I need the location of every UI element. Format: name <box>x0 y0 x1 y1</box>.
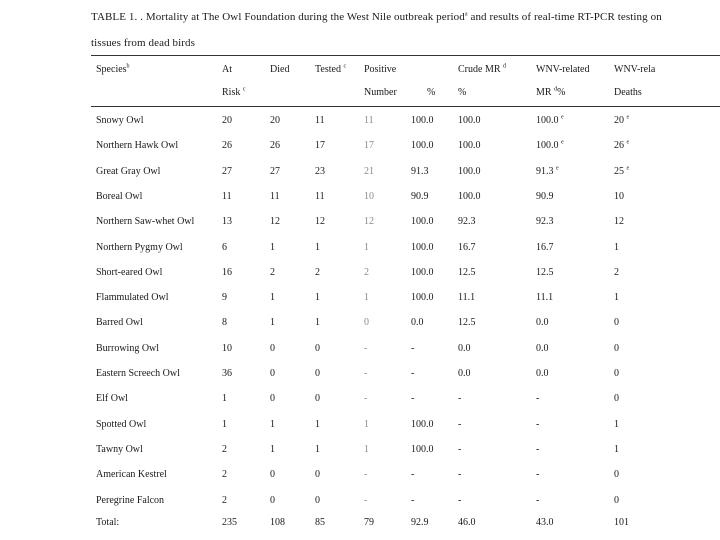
header-tested: Tested $^c$ <box>315 63 347 75</box>
header-crude-mr-percent: % <box>458 87 467 98</box>
cell-at-risk: 2 <box>222 495 227 506</box>
cell-died: 1 <box>270 419 275 430</box>
cell-species: Elf Owl <box>96 393 128 404</box>
cell-wnv-mr: 0.0 <box>536 368 549 379</box>
cell-wnv-mr: 100.0 $^e$ <box>536 114 564 126</box>
cell-wnv-deaths: 2 <box>614 267 619 278</box>
cell-died: 0 <box>270 495 275 506</box>
cell-crude-mr: - <box>458 444 462 455</box>
total-wnv-mr: 43.0 <box>536 517 554 528</box>
cell-positive-percent: 91.3 <box>411 166 429 177</box>
cell-positive-number: 10 <box>364 191 374 202</box>
cell-species: Snowy Owl <box>96 115 144 126</box>
cell-positive-percent: 0.0 <box>411 317 424 328</box>
cell-wnv-mr: 12.5 <box>536 267 554 278</box>
total-label: Total: <box>96 517 120 528</box>
cell-species: Tawny Owl <box>96 444 143 455</box>
cell-crude-mr: 100.0 <box>458 140 481 151</box>
cell-positive-number: - <box>364 495 368 506</box>
cell-tested: 0 <box>315 393 320 404</box>
cell-tested: 0 <box>315 368 320 379</box>
cell-tested: 17 <box>315 140 325 151</box>
cell-wnv-deaths: 26 $^e$ <box>614 139 630 151</box>
total-tested: 85 <box>315 517 325 528</box>
cell-species: American Kestrel <box>96 469 167 480</box>
cell-wnv-deaths: 0 <box>614 317 619 328</box>
cell-crude-mr: 12.5 <box>458 267 476 278</box>
cell-positive-percent: 90.9 <box>411 191 429 202</box>
cell-at-risk: 10 <box>222 343 232 354</box>
cell-died: 26 <box>270 140 280 151</box>
cell-wnv-mr: - <box>536 495 540 506</box>
cell-tested: 2 <box>315 267 320 278</box>
cell-at-risk: 20 <box>222 115 232 126</box>
cell-crude-mr: 92.3 <box>458 216 476 227</box>
total-at-risk: 235 <box>222 517 237 528</box>
cell-tested: 1 <box>315 419 320 430</box>
cell-at-risk: 6 <box>222 242 227 253</box>
cell-died: 20 <box>270 115 280 126</box>
cell-species: Northern Saw-whet Owl <box>96 216 195 227</box>
cell-positive-number: 21 <box>364 166 374 177</box>
cell-wnv-deaths: 1 <box>614 242 619 253</box>
cell-positive-percent: 100.0 <box>411 242 434 253</box>
cell-wnv-mr: 100.0 $^e$ <box>536 139 564 151</box>
cell-species: Burrowing Owl <box>96 343 160 354</box>
cell-wnv-mr: 91.3 $^e$ <box>536 165 559 177</box>
cell-tested: 1 <box>315 317 320 328</box>
cell-died: 0 <box>270 368 275 379</box>
cell-tested: 0 <box>315 495 320 506</box>
cell-crude-mr: 11.1 <box>458 292 476 303</box>
header-positive: Positive <box>364 64 397 75</box>
cell-at-risk: 1 <box>222 419 227 430</box>
cell-at-risk: 13 <box>222 216 232 227</box>
cell-positive-number: - <box>364 343 368 354</box>
cell-positive-number: 1 <box>364 444 369 455</box>
cell-positive-number: 11 <box>364 115 374 126</box>
cell-positive-number: 1 <box>364 242 369 253</box>
total-positive-percent: 92.9 <box>411 517 429 528</box>
cell-tested: 12 <box>315 216 325 227</box>
cell-tested: 1 <box>315 292 320 303</box>
cell-positive-number: - <box>364 469 368 480</box>
cell-at-risk: 16 <box>222 267 232 278</box>
cell-tested: 0 <box>315 469 320 480</box>
cell-crude-mr: 12.5 <box>458 317 476 328</box>
header-number: Number <box>364 87 397 98</box>
cell-positive-percent: 100.0 <box>411 140 434 151</box>
cell-at-risk: 26 <box>222 140 232 151</box>
cell-species: Barred Owl <box>96 317 143 328</box>
total-crude-mr: 46.0 <box>458 517 476 528</box>
cell-tested: 1 <box>315 242 320 253</box>
header-risk: Risk $^c$ <box>222 86 246 98</box>
cell-crude-mr: 100.0 <box>458 166 481 177</box>
cell-crude-mr: 0.0 <box>458 368 471 379</box>
cell-positive-percent: 100.0 <box>411 267 434 278</box>
cell-wnv-mr: 0.0 <box>536 317 549 328</box>
cell-crude-mr: - <box>458 393 462 404</box>
cell-tested: 23 <box>315 166 325 177</box>
cell-wnv-deaths: 0 <box>614 495 619 506</box>
cell-positive-percent: 100.0 <box>411 216 434 227</box>
header-died: Died <box>270 64 290 75</box>
cell-wnv-deaths: 0 <box>614 393 619 404</box>
header-at: At <box>222 64 232 75</box>
header-species: Species$^b$ <box>96 63 130 75</box>
cell-wnv-mr: 11.1 <box>536 292 554 303</box>
header-deaths: Deaths <box>614 87 642 98</box>
cell-wnv-deaths: 0 <box>614 469 619 480</box>
cell-wnv-mr: 92.3 <box>536 216 554 227</box>
cell-wnv-deaths: 1 <box>614 419 619 430</box>
total-positive-number: 79 <box>364 517 374 528</box>
cell-died: 1 <box>270 317 275 328</box>
cell-tested: 11 <box>315 115 325 126</box>
cell-died: 27 <box>270 166 280 177</box>
cell-wnv-mr: 0.0 <box>536 343 549 354</box>
cell-wnv-deaths: 1 <box>614 292 619 303</box>
cell-wnv-deaths: 10 <box>614 191 624 202</box>
cell-crude-mr: - <box>458 419 462 430</box>
cell-wnv-deaths: 0 <box>614 368 619 379</box>
cell-crude-mr: - <box>458 495 462 506</box>
table-top-rule <box>91 55 720 56</box>
header-percent: % <box>427 87 436 98</box>
cell-wnv-deaths: 0 <box>614 343 619 354</box>
cell-species: Flammulated Owl <box>96 292 169 303</box>
cell-died: 11 <box>270 191 280 202</box>
header-wnv-related: WNV-related <box>536 64 590 75</box>
cell-wnv-deaths: 12 <box>614 216 624 227</box>
cell-crude-mr: 0.0 <box>458 343 471 354</box>
cell-died: 1 <box>270 444 275 455</box>
cell-died: 2 <box>270 267 275 278</box>
total-died: 108 <box>270 517 285 528</box>
cell-positive-number: 1 <box>364 419 369 430</box>
cell-died: 0 <box>270 393 275 404</box>
cell-crude-mr: - <box>458 469 462 480</box>
cell-died: 0 <box>270 469 275 480</box>
cell-positive-percent: 100.0 <box>411 444 434 455</box>
cell-wnv-mr: 90.9 <box>536 191 554 202</box>
cell-positive-percent: 100.0 <box>411 115 434 126</box>
caption-line-2: tissues from dead birds <box>91 37 196 49</box>
cell-positive-number: 2 <box>364 267 369 278</box>
cell-positive-number: 17 <box>364 140 374 151</box>
cell-species: Northern Pygmy Owl <box>96 242 183 253</box>
cell-at-risk: 2 <box>222 469 227 480</box>
cell-species: Boreal Owl <box>96 191 143 202</box>
header-wnv-rela: WNV-rela <box>614 64 656 75</box>
cell-wnv-deaths: 20 $^e$ <box>614 114 630 126</box>
cell-positive-percent: 100.0 <box>411 292 434 303</box>
cell-species: Northern Hawk Owl <box>96 140 179 151</box>
header-crude-mr: Crude MR $^d$ <box>458 63 506 75</box>
cell-at-risk: 9 <box>222 292 227 303</box>
cell-species: Peregrine Falcon <box>96 495 165 506</box>
table-header-rule <box>91 106 720 107</box>
cell-wnv-mr: - <box>536 393 540 404</box>
cell-positive-percent: - <box>411 368 415 379</box>
cell-wnv-mr: 16.7 <box>536 242 554 253</box>
cell-wnv-deaths: 25 $^e$ <box>614 165 630 177</box>
cell-positive-percent: - <box>411 469 415 480</box>
cell-tested: 0 <box>315 343 320 354</box>
cell-died: 1 <box>270 242 275 253</box>
cell-positive-percent: - <box>411 393 415 404</box>
cell-crude-mr: 100.0 <box>458 191 481 202</box>
cell-positive-percent: 100.0 <box>411 419 434 430</box>
total-wnv-deaths: 101 <box>614 517 629 528</box>
cell-died: 1 <box>270 292 275 303</box>
cell-positive-number: - <box>364 368 368 379</box>
cell-crude-mr: 100.0 <box>458 115 481 126</box>
cell-species: Spotted Owl <box>96 419 147 430</box>
cell-wnv-mr: - <box>536 444 540 455</box>
cell-at-risk: 8 <box>222 317 227 328</box>
cell-wnv-deaths: 1 <box>614 444 619 455</box>
cell-at-risk: 11 <box>222 191 232 202</box>
cell-tested: 1 <box>315 444 320 455</box>
cell-at-risk: 27 <box>222 166 232 177</box>
caption-line-1: TABLE 1. . Mortality at The Owl Foundation during the West Nile outbreak period$^a$ and results of real-time RT-PCR testing on <box>91 11 662 23</box>
cell-tested: 11 <box>315 191 325 202</box>
cell-at-risk: 1 <box>222 393 227 404</box>
cell-positive-number: 0 <box>364 317 369 328</box>
cell-species: Great Gray Owl <box>96 166 161 177</box>
cell-positive-percent: - <box>411 343 415 354</box>
header-wnv-mr: MR $^d$% <box>536 86 566 98</box>
cell-wnv-mr: - <box>536 469 540 480</box>
cell-wnv-mr: - <box>536 419 540 430</box>
cell-died: 12 <box>270 216 280 227</box>
cell-positive-number: 1 <box>364 292 369 303</box>
cell-positive-percent: - <box>411 495 415 506</box>
cell-died: 0 <box>270 343 275 354</box>
cell-crude-mr: 16.7 <box>458 242 476 253</box>
cell-positive-number: 12 <box>364 216 374 227</box>
cell-at-risk: 2 <box>222 444 227 455</box>
cell-positive-number: - <box>364 393 368 404</box>
cell-at-risk: 36 <box>222 368 232 379</box>
cell-species: Short-eared Owl <box>96 267 163 278</box>
cell-species: Eastern Screech Owl <box>96 368 180 379</box>
